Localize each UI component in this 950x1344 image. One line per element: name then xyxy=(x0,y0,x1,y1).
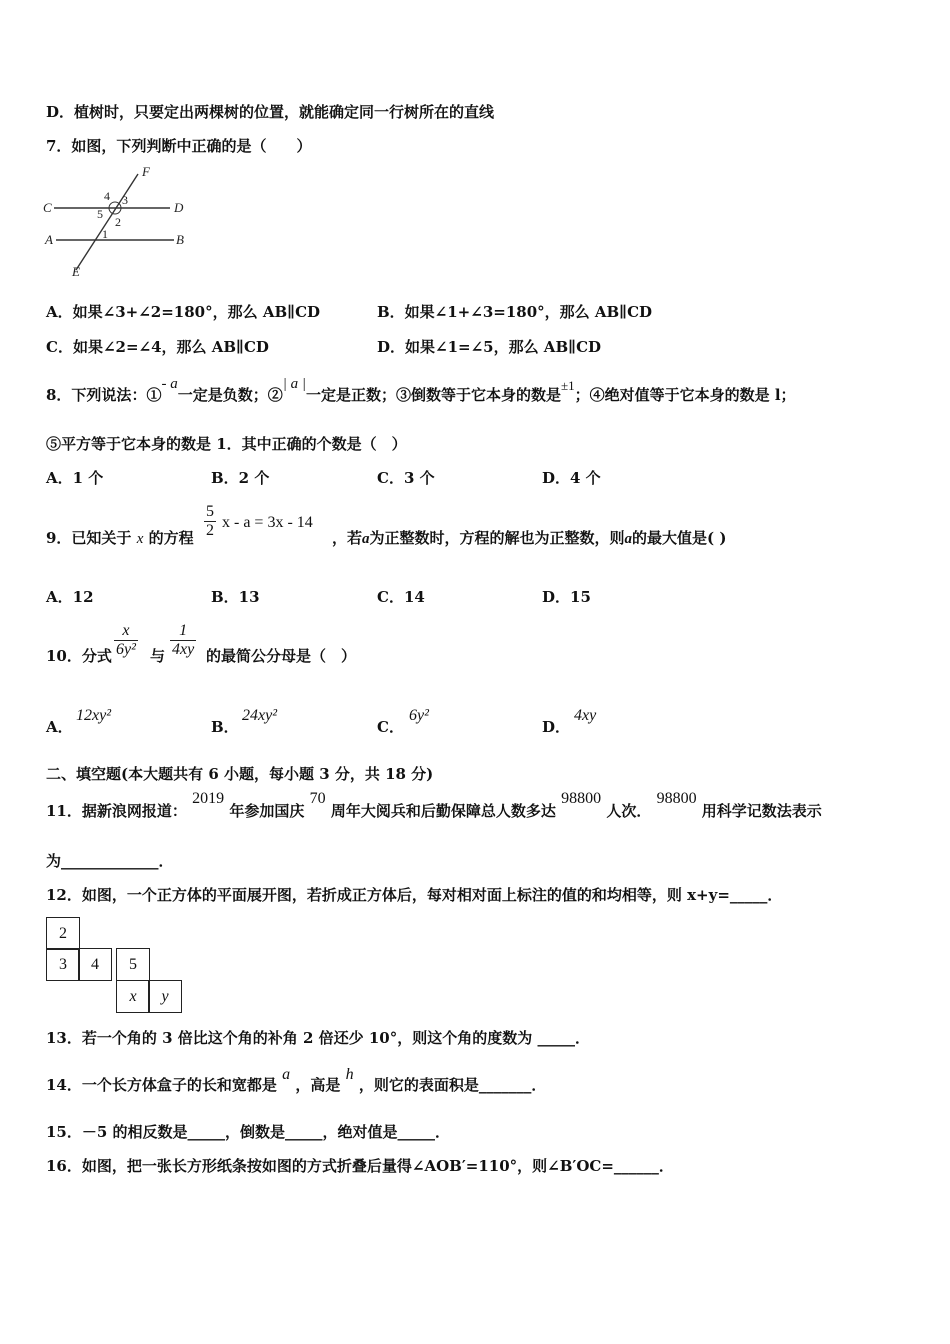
label-b: B xyxy=(176,232,184,247)
math-neg-a: - a xyxy=(161,376,178,392)
label-angle-2: 2 xyxy=(115,215,121,229)
num-98800-b: 98800 xyxy=(656,790,697,807)
q10-option-d-value: 4xy xyxy=(574,707,597,724)
q9-fraction: 5 2 xyxy=(206,503,214,539)
label-f: F xyxy=(142,164,150,179)
q10-fraction-2: 1 4xy xyxy=(172,622,195,658)
q9-option-b: B．13 xyxy=(211,588,260,606)
net-cell: x xyxy=(116,980,150,1013)
label-angle-4: 4 xyxy=(104,189,110,203)
net-cell: 5 xyxy=(116,948,150,981)
q9-option-a: A．12 xyxy=(46,588,94,606)
label-c: C xyxy=(43,200,52,215)
var-h: h xyxy=(345,1066,354,1083)
q8-option-b: B．2 个 xyxy=(211,469,270,487)
section-2-heading: 二、填空题(本大题共有 6 小题，每小题 3 分，共 18 分) xyxy=(46,765,434,783)
num-70: 70 xyxy=(309,790,326,807)
q10-option-c-label: C． xyxy=(377,718,404,736)
q16-stem: 16．如图，把一张长方形纸条按如图的方式折叠后量得∠AOB′=110°，则∠B′OC=______． xyxy=(46,1157,674,1175)
q10-p3: 的最简公分母是（ ） xyxy=(206,647,357,665)
q7-figure xyxy=(40,162,200,282)
var-a: a xyxy=(282,1066,291,1083)
label-e: E xyxy=(72,264,80,279)
num-2019: 2019 xyxy=(192,790,225,807)
q12-stem: 12．如图，一个正方体的平面展开图，若折成正方体后，每对相对面上标注的值的和均相等，则 x+y=_____． xyxy=(46,886,783,904)
q8-stem: 8．下列说法：①- a一定是负数；②| a |一定是正数；③倒数等于它本身的数是±1；④绝对值等于它本身的数是 l； xyxy=(46,376,796,404)
label-angle-5: 5 xyxy=(97,207,103,221)
q13-stem: 13．若一个角的 3 倍比这个角的补角 2 倍还少 10°，则这个角的度数为 _____． xyxy=(46,1029,590,1047)
q8-line2: ⑤平方等于它本身的数是 1．其中正确的个数是（ ） xyxy=(46,435,407,453)
q10-option-b-value: 24xy² xyxy=(242,707,277,724)
q15-stem: 15．－5 的相反数是_____，倒数是_____，绝对值是_____． xyxy=(46,1123,451,1141)
q9-option-c: C．14 xyxy=(377,588,425,606)
math-pm1: ±1 xyxy=(560,378,575,393)
q10-p2: 与 xyxy=(150,647,166,665)
net-cell: y xyxy=(148,980,182,1013)
q10-option-a-value: 12xy² xyxy=(76,707,111,724)
q10-p1: 10．分式 xyxy=(46,647,112,665)
q8-option-a: A．1 个 xyxy=(46,469,104,487)
q7-option-a: A．如果∠3+∠2=180°，那么 AB∥CD xyxy=(46,303,321,321)
q14-stem: 14．一个长方体盒子的长和宽都是 a ，高是 h ，则它的表面积是_______． xyxy=(46,1066,547,1094)
q7-option-c: C．如果∠2=∠4，那么 AB∥CD xyxy=(46,338,269,356)
label-a: A xyxy=(45,232,53,247)
q9-equation: x - a = 3x - 14 xyxy=(222,514,313,531)
net-cell: 4 xyxy=(78,948,112,981)
net-cell: 2 xyxy=(46,917,80,950)
q10-option-a-label: A． xyxy=(46,718,73,736)
q9-option-d: D．15 xyxy=(542,588,591,606)
q7-option-d: D．如果∠1=∠5，那么 AB∥CD xyxy=(377,338,602,356)
num-98800-a: 98800 xyxy=(561,790,602,807)
q8-option-d: D．4 个 xyxy=(542,469,601,487)
label-d: D xyxy=(174,200,184,215)
q8-option-c: C．3 个 xyxy=(377,469,435,487)
math-abs-a: | a | xyxy=(282,376,306,392)
q10-option-d-label: D． xyxy=(542,718,571,736)
q11-line2: 为_____________． xyxy=(46,852,174,870)
label-angle-1: 1 xyxy=(102,227,108,241)
net-cell: 3 xyxy=(46,948,80,981)
q10-option-b-label: B． xyxy=(211,718,239,736)
q9-stem-right: ，若a为正整数时，方程的解也为正整数，则a的最大值是( ) xyxy=(332,529,727,547)
q7-stem: 7．如图，下列判断中正确的是（ ） xyxy=(46,137,312,155)
q11-stem: 11．据新浪网报道： 2019 年参加国庆 70 周年大阅兵和后勤保障总人数多达 98800 人次． 98800 用科学记数法表示 xyxy=(46,790,822,820)
q9-stem-left: 9．已知关于 x 的方程 xyxy=(46,529,194,547)
label-angle-3: 3 xyxy=(122,193,128,207)
q6-option-d: D．植树时，只要定出两棵树的位置，就能确定同一行树所在的直线 xyxy=(46,103,495,121)
q7-option-b: B．如果∠1+∠3=180°，那么 AB∥CD xyxy=(377,303,653,321)
q10-option-c-value: 6y² xyxy=(409,707,429,724)
q10-fraction-1: x 6y² xyxy=(116,622,136,658)
